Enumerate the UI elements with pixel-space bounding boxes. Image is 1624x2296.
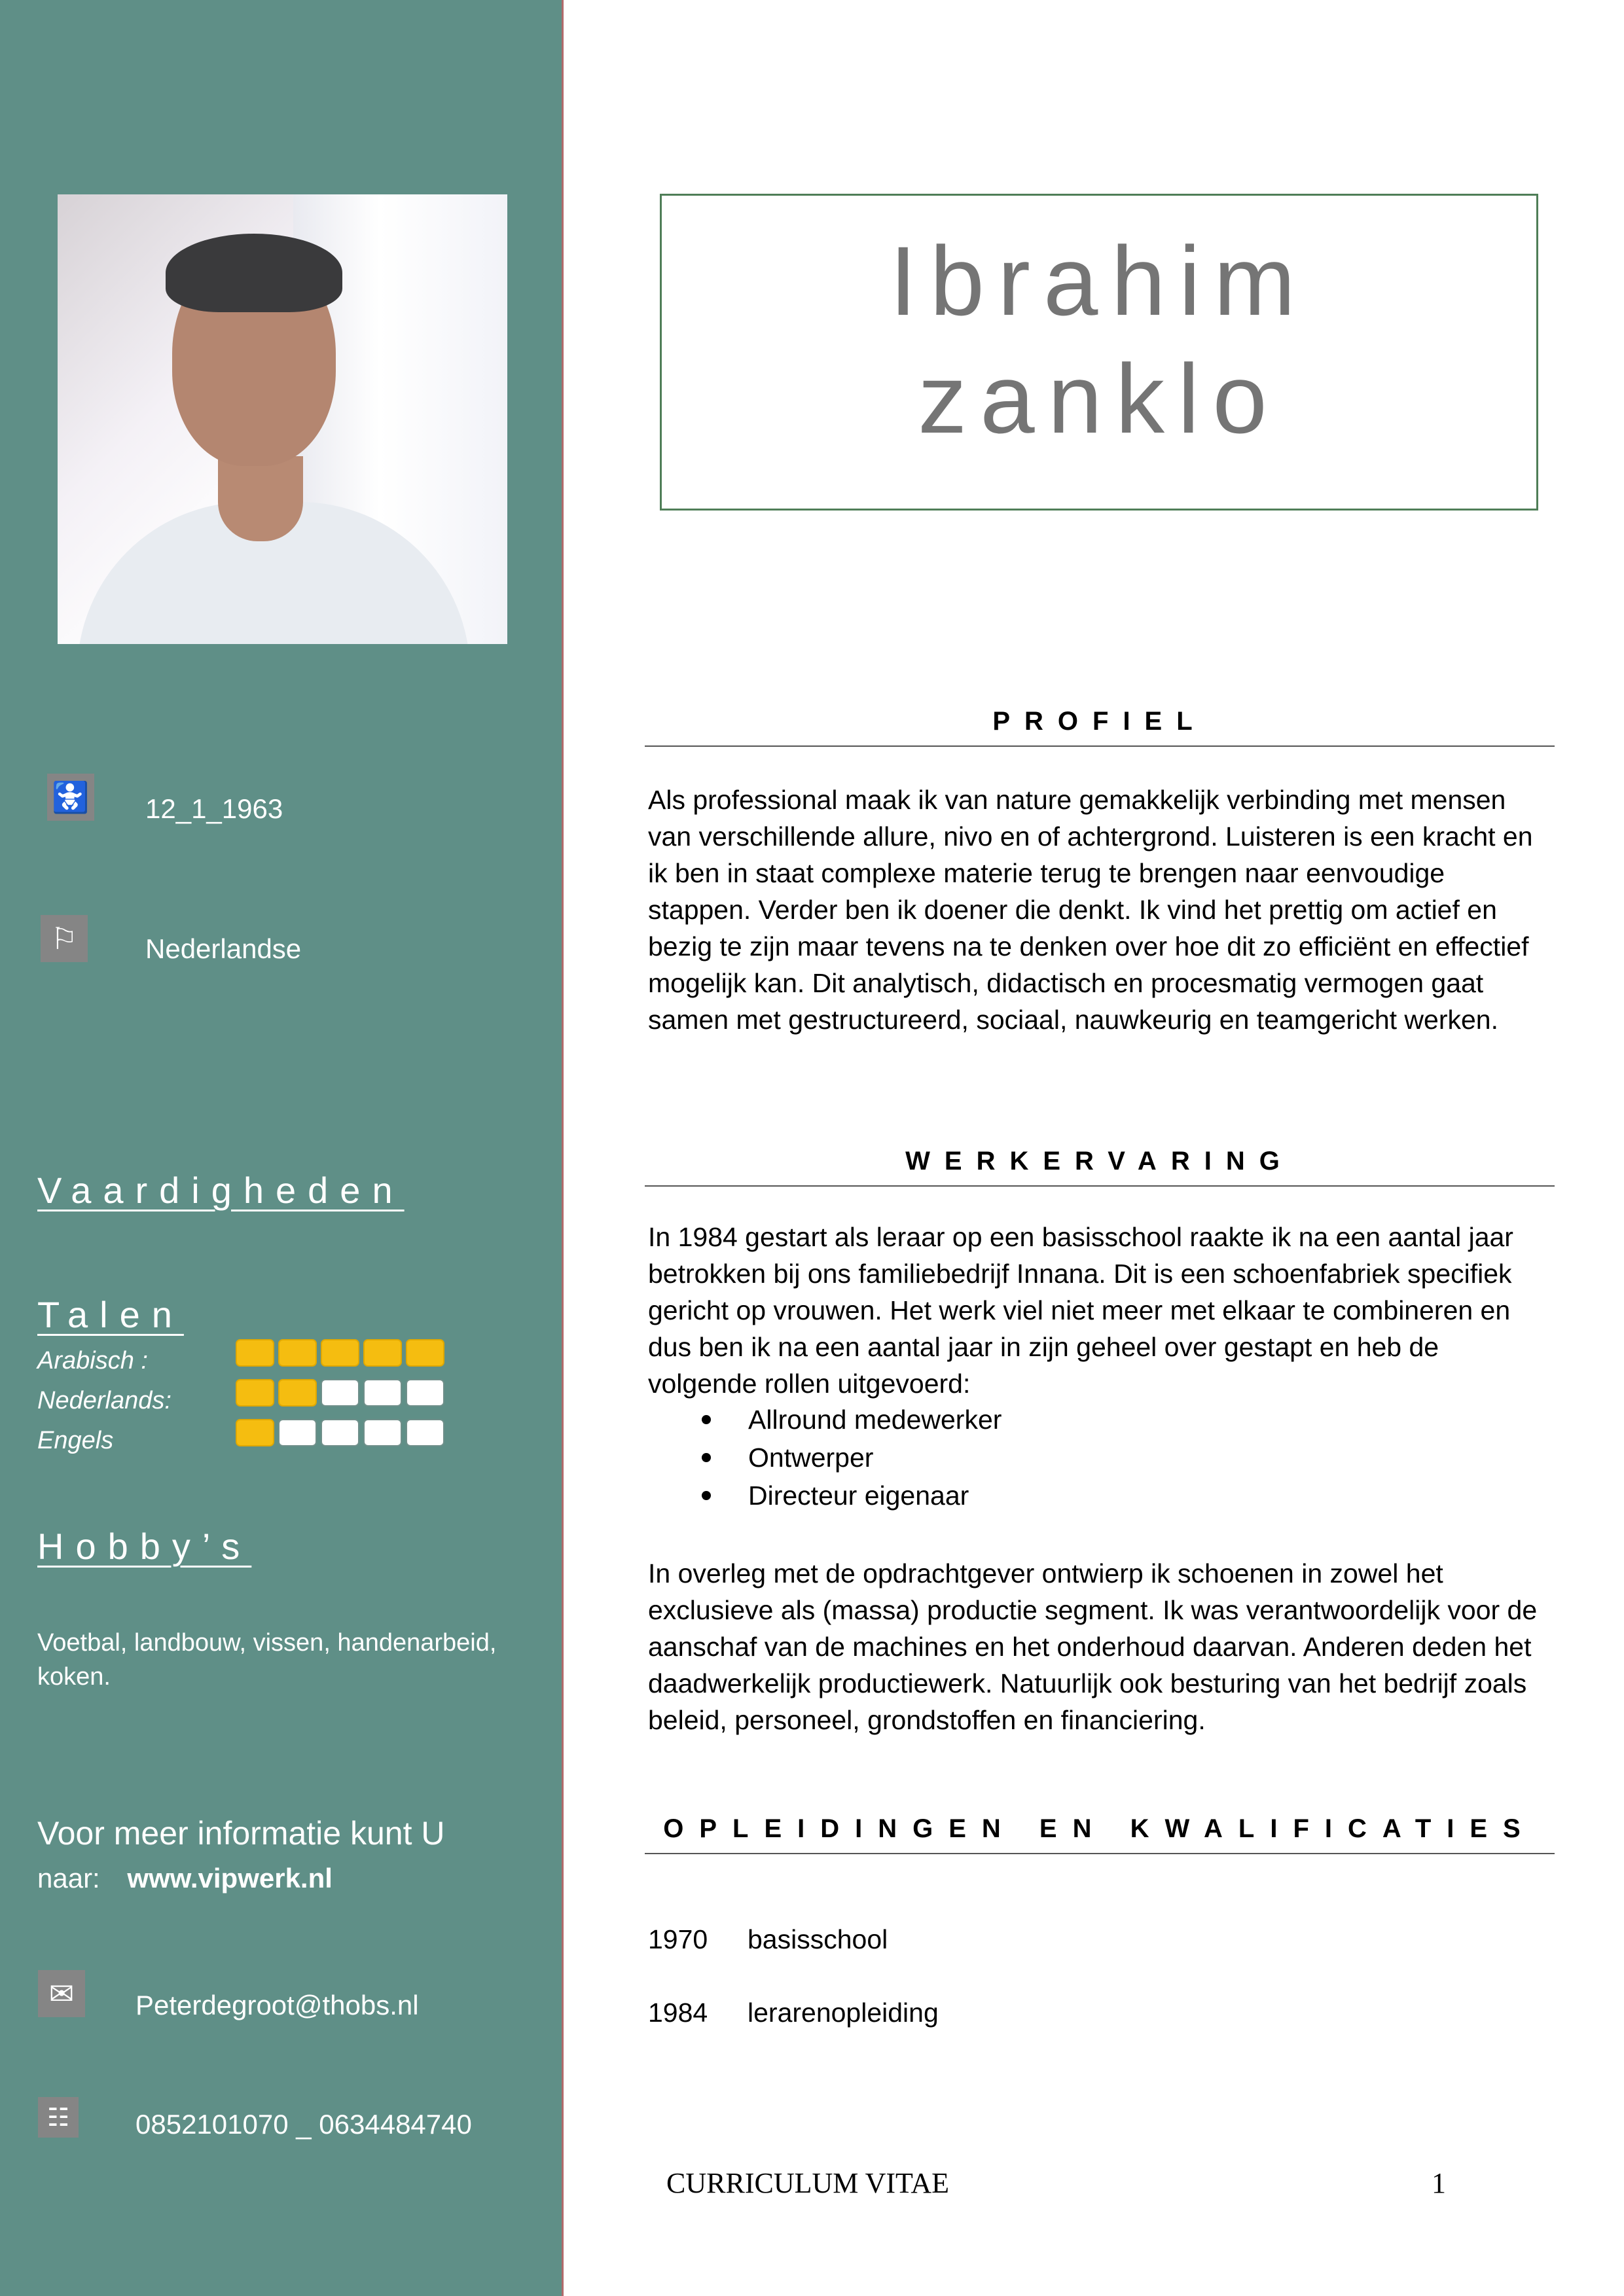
page-number: 1 (1432, 2167, 1446, 2199)
rating-dot-filled (406, 1339, 444, 1367)
rating-dot-filled (236, 1339, 274, 1367)
profiel-text: Als professional maak ik van nature gemakkelijk verbinding met mensen van verschillende allure, nivo en of achtergrond. Luisteren is een kracht en ik ben in staat complexe materie terug te brengen naar eenvoudige stappen. Verder ben ik doener die denkt. Ik vind het prettig om actief en bezig te zijn maar tevens na te denken over hoe dit zo efficiënt en effectief mogelijk kan. Dit analytisch, didactisch en procesmatig vermogen gaat samen met gestructureerd, sociaal, nauwkeurig en teamgericht werken. (648, 785, 1533, 1035)
werkervaring-title: WERKERVARING (645, 1147, 1555, 1187)
language-rating-arabisch (236, 1339, 444, 1367)
sidebar (0, 0, 564, 2296)
list-item: Ontwerper (694, 1439, 1001, 1477)
phone-numbers: 0852101070 _ 0634484740 (135, 2109, 472, 2140)
rating-dot-empty (321, 1379, 359, 1407)
rating-dot-filled (236, 1379, 274, 1407)
education-year: 1970 (648, 1924, 708, 1954)
languages-heading: Talen (37, 1294, 184, 1335)
profiel-title: PROFIEL (645, 707, 1555, 747)
werkervaring-detail: In overleg met de opdrachtgever ontwierp ik schoenen in zowel het exclusieve als (massa) productie segment. Ik was verantwoordelijk voor de aanschaf van de machines en het onderhoud daarvan. Anderen deden het daadwerkelijk productiewerk. Natuurlijk ook besturing van het bedrijf zoals beleid, personeel, grondstoffen en financiering. (648, 1558, 1538, 1735)
phone-icon: ☷ (38, 2097, 79, 2138)
language-name-engels: Engels (37, 1427, 114, 1454)
education-row (648, 1998, 939, 2028)
flag-icon: ⚐ (41, 915, 88, 962)
rating-dot-empty (406, 1379, 444, 1407)
rating-dot-empty (278, 1419, 317, 1446)
nationality: Nederlandse (145, 933, 302, 964)
footer-title: CURRICULUM VITAE (666, 2167, 950, 2199)
rating-dot-empty (406, 1419, 444, 1446)
education-year: 1984 (648, 1998, 708, 2028)
envelope-icon: ✉ (38, 1970, 85, 2017)
stroller-icon: 🚼 (47, 774, 94, 821)
rating-dot-filled (278, 1379, 317, 1407)
rating-dot-filled (236, 1419, 274, 1446)
info-naar (37, 1863, 333, 1894)
hobbies-heading: Hobby’s (37, 1526, 252, 1567)
skills-heading: Vaardigheden (37, 1170, 405, 1211)
profile-photo (58, 194, 507, 644)
roles-list (694, 1401, 1001, 1515)
list-item: Directeur eigenaar (694, 1477, 1001, 1515)
rating-dot-filled (321, 1339, 359, 1367)
werkervaring-intro: In 1984 gestart als leraar op een basisschool raakte ik na een aantal jaar betrokken bij ons familiebedrijf Innana. Dit is een schoenfabriek specifiek gericht op vrouwen. Het werk viel niet meer met elkaar te combineren en dus ben ik na een aantal jaar in zijn geheel over gestapt en heb de volgende rollen uitgevoerd: (648, 1222, 1513, 1399)
first-name: Ibrahim (889, 226, 1309, 336)
education-row (648, 1924, 888, 1955)
hobbies-text: Voetbal, landbouw, vissen, handenarbeid, koken. (37, 1629, 497, 1691)
info-line: Voor meer informatie kunt U (37, 1815, 445, 1852)
birth-date: 12_1_1963 (145, 793, 283, 824)
language-name-arabisch: Arabisch : (37, 1347, 148, 1374)
language-rating-engels (236, 1419, 444, 1446)
name-box (660, 194, 1538, 511)
opleidingen-title: OPLEIDINGEN EN KWALIFICATIES (645, 1814, 1555, 1854)
rating-dot-filled (278, 1339, 317, 1367)
email-address[interactable]: Peterdegroot@thobs.nl (135, 1990, 419, 2020)
language-rating-nederlands (236, 1379, 444, 1407)
rating-dot-empty (321, 1419, 359, 1446)
rating-dot-empty (363, 1419, 402, 1446)
education-name: lerarenopleiding (748, 1998, 939, 2028)
website-link[interactable]: www.vipwerk.nl (127, 1863, 333, 1893)
education-name: basisschool (748, 1924, 888, 1954)
list-item: Allround medewerker (694, 1401, 1001, 1439)
rating-dot-filled (363, 1339, 402, 1367)
rating-dot-empty (363, 1379, 402, 1407)
info-naar-label: naar: (37, 1863, 100, 1893)
last-name: zanklo (918, 344, 1280, 454)
language-name-nederlands: Nederlands: (37, 1387, 171, 1414)
